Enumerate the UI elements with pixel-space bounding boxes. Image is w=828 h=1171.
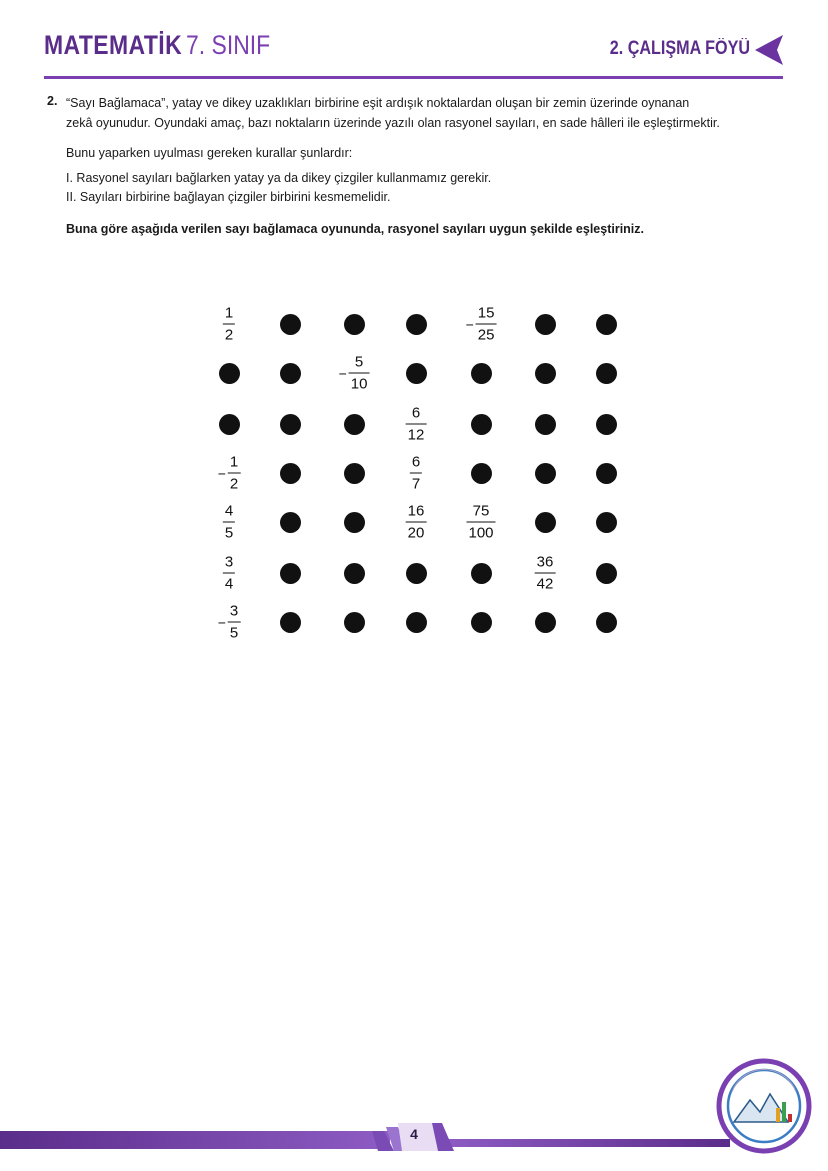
- fraction: [223, 503, 235, 542]
- question-number: 2.: [47, 94, 58, 108]
- rule-item-2: II. Sayıları birbirine bağlayan çizgiler birbirini kesmemelidir.: [66, 190, 391, 204]
- fraction-denominator: 10: [350, 375, 368, 393]
- fraction-bar: [349, 373, 370, 374]
- fraction: [218, 454, 241, 493]
- dot-mark: [535, 463, 556, 484]
- dot-mark: [596, 414, 617, 435]
- dot-mark: [406, 314, 427, 335]
- fraction-numerator: 36: [536, 553, 554, 571]
- fraction-denominator: 5: [224, 524, 234, 542]
- fraction-numerator: 3: [224, 553, 234, 571]
- fraction-bar: [228, 622, 240, 623]
- dot-mark: [596, 314, 617, 335]
- dot-mark: [471, 612, 492, 633]
- fraction-bar: [476, 324, 497, 325]
- fraction-bar: [228, 473, 240, 474]
- dot-mark: [471, 463, 492, 484]
- fraction-bar: [406, 424, 427, 425]
- fraction-bar: [535, 573, 556, 574]
- dot-mark: [596, 563, 617, 584]
- fraction: [406, 405, 427, 444]
- fraction-denominator: 2: [229, 475, 239, 493]
- arrow-left-icon: [755, 35, 783, 65]
- footer-band-right: [440, 1139, 730, 1147]
- dot-mark: [219, 414, 240, 435]
- dot-mark: [535, 414, 556, 435]
- dot-mark: [344, 612, 365, 633]
- dot-mark: [471, 363, 492, 384]
- dot-mark: [535, 512, 556, 533]
- dot-mark: [596, 363, 617, 384]
- fraction-denominator: 25: [477, 326, 495, 344]
- assessment-center-logo: [716, 1058, 812, 1154]
- fraction-bar: [466, 522, 495, 523]
- fraction-numerator: 75: [472, 502, 490, 520]
- fraction-bar: [406, 522, 427, 523]
- dot-mark: [406, 612, 427, 633]
- dot-mark: [406, 563, 427, 584]
- dot-mark: [596, 612, 617, 633]
- question-text: [66, 93, 778, 133]
- dot-mark: [471, 414, 492, 435]
- fraction-numerator: 3: [229, 602, 239, 620]
- fraction-denominator: 42: [536, 575, 554, 593]
- fraction: [410, 454, 422, 493]
- fraction-numerator: 15: [477, 304, 495, 322]
- worksheet-title: 2. ÇALIŞMA FÖYÜ: [609, 38, 750, 59]
- footer-band-left: [0, 1131, 390, 1149]
- fraction-numerator: 1: [224, 304, 234, 322]
- fraction-numerator: 6: [411, 453, 421, 471]
- page-number: 4: [410, 1126, 418, 1142]
- fraction: [223, 305, 235, 344]
- fraction-numerator: 1: [229, 453, 239, 471]
- dot-mark: [596, 512, 617, 533]
- dot-mark: [280, 612, 301, 633]
- fraction-numerator: 16: [407, 502, 425, 520]
- fraction-numerator: 5: [354, 353, 364, 371]
- dot-mark: [471, 563, 492, 584]
- fraction-bar: [410, 473, 422, 474]
- dot-mark: [280, 414, 301, 435]
- dot-mark: [344, 463, 365, 484]
- fraction-denominator: 12: [407, 426, 425, 444]
- question-line-1: “Sayı Bağlamaca”, yatay ve dikey uzaklıkları birbirine eşit ardışık noktalardan oluşan bir zemin üzerinde oynanan: [66, 96, 690, 110]
- dot-mark: [406, 363, 427, 384]
- rules-intro: Bunu yaparken uyulması gereken kurallar şunlardır:: [66, 146, 353, 160]
- dot-mark: [344, 512, 365, 533]
- dot-mark: [535, 363, 556, 384]
- fraction-denominator: 7: [411, 475, 421, 493]
- fraction: [466, 503, 495, 542]
- fraction-numerator: 4: [224, 502, 234, 520]
- dot-mark: [280, 563, 301, 584]
- rule-item-1: I. Rasyonel sayıları bağlarken yatay ya da dikey çizgiler kullanmamız gerekir.: [66, 171, 492, 185]
- dot-mark: [596, 463, 617, 484]
- dot-mark: [280, 314, 301, 335]
- grade-title: 7. SINIF: [186, 30, 271, 60]
- fraction-denominator: 5: [229, 624, 239, 642]
- dot-mark: [535, 612, 556, 633]
- fraction-bar: [223, 324, 235, 325]
- fraction-sign: −: [465, 316, 474, 332]
- dot-mark: [219, 363, 240, 384]
- fraction-bar: [223, 573, 235, 574]
- dot-mark: [280, 463, 301, 484]
- task-instruction: Buna göre aşağıda verilen sayı bağlamaca oyununda, rasyonel sayıları uygun şekilde eşleştiriniz.: [66, 222, 645, 236]
- dot-mark: [344, 314, 365, 335]
- fraction: [223, 554, 235, 593]
- fraction: [218, 603, 241, 642]
- fraction-bar: [223, 522, 235, 523]
- fraction-denominator: 20: [407, 524, 425, 542]
- fraction-denominator: 100: [468, 524, 494, 542]
- fraction: [535, 554, 556, 593]
- dot-mark: [280, 363, 301, 384]
- fraction-numerator: 6: [411, 404, 421, 422]
- fraction-sign: −: [217, 465, 226, 481]
- fraction-sign: −: [217, 614, 226, 630]
- fraction: [466, 305, 497, 344]
- fraction-denominator: 4: [224, 575, 234, 593]
- header-rule: [44, 76, 783, 79]
- question-line-2: zekâ oyunudur. Oyundaki amaç, bazı noktaların üzerinde yazılı olan rasyonel sayıları, en sade hâlleri ile eşleştirmektir.: [66, 116, 720, 130]
- fraction: [339, 354, 370, 393]
- fraction-sign: −: [338, 365, 347, 381]
- fraction: [406, 503, 427, 542]
- fraction-denominator: 2: [224, 326, 234, 344]
- dot-mark: [535, 314, 556, 335]
- dot-mark: [344, 414, 365, 435]
- dot-mark: [280, 512, 301, 533]
- subject-title: MATEMATİK: [44, 30, 183, 60]
- dot-mark: [344, 563, 365, 584]
